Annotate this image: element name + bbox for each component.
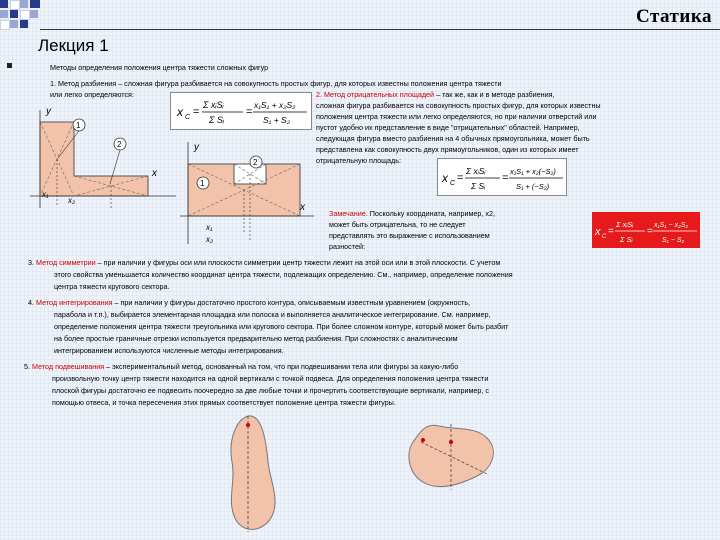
method2-line: отрицательную площадь: [316,156,401,165]
deco-square [0,10,8,18]
deco-square [20,0,28,8]
x1-label: x₁ [206,223,213,232]
method5-line: произвольную точку центр тяжести находится на одной вертикали с точкой подвеса. Для определения положения центра тяжести [52,374,489,383]
method5-prefix: 5. [24,362,32,371]
svg-text:=: = [647,226,653,237]
method4-line: парабола и т.п.), выбирается элементарная площадка или полоска и выполняется аналитическое интегрирование. См. например, [54,310,491,319]
deco-square [30,0,40,8]
deco-square [0,0,8,8]
method4-title: Метод интегрирования [36,298,113,307]
formula-negative-area [437,158,567,196]
method3-prefix: 3. [28,258,36,267]
note-line: может быть отрицательна, то не следует [329,220,466,229]
formula-negative-area-svg [438,159,566,195]
formula-sub: C [185,114,191,121]
deco-square [10,0,20,10]
blob-figure [231,416,275,529]
formula-den: Σ Sᵢ [471,181,486,191]
method4-line [28,298,470,308]
method3-line [28,258,500,268]
x-axis-label: x [300,202,305,213]
method2-rest: – так же, как и в методе разбиения, [434,90,555,99]
x-axis-label: x [152,168,157,179]
method5-line: плоской фигуры достаточно ее подвесить поочередно за две любые точки и прочертить соответствующие вертикали, например, с [52,386,489,395]
x2-label: x₂ [206,235,214,244]
method2-line [316,90,555,100]
method2-line: представлена как совокупность двух прямоугольников, один из которых имеет [316,145,579,154]
formula-difference [592,212,700,248]
formula-num2: x₁S₁ + x₂S₂ [254,100,296,110]
x1-label: x₁ [42,190,49,199]
x2-label: x₂ [68,196,76,205]
method1-line: или легко определяются: [50,90,134,99]
deco-square [30,10,38,18]
formula-lhs: x [177,105,183,119]
method2-title: 2. Метод отрицательных площадей [316,90,435,99]
method4-rest: – при наличии у фигуры достаточно простого контура, описываемым известным уравнением (окружность, [112,298,471,307]
formula-den2: S₁ + S₂ [263,115,290,125]
bullet-marker [7,63,12,68]
formula-num: Σ xᵢSᵢ [203,100,224,110]
region-1-label: 1 [200,179,205,188]
formula-lhs: x [595,226,601,238]
method2-line: сложная фигура разбивается на совокупность простых фигур, для которых известны [316,101,601,110]
method3-rest: – при наличии у фигуры оси или плоскости симметрии центр тяжести лежит на этой оси или в этой плоскости. С учетом [95,258,501,267]
formula-num: Σ xᵢSᵢ [616,220,634,229]
formula-difference-svg [592,212,700,248]
note-line [329,209,495,219]
partition-diagram [28,100,178,212]
deco-square [20,20,28,28]
deco-square [0,20,10,30]
page-title: Статика [636,6,712,27]
method3-line: центра тяжести кругового сектора. [54,282,170,291]
formula-lhs: x [442,171,448,185]
svg-text:=: = [193,106,200,118]
y-axis-label: y [46,106,51,117]
deco-square [10,10,18,18]
formula-sub: C [450,180,456,187]
method1-line: 1. Метод разбиения – сложная фигура разбивается на совокупность простых фигур, для которых известны положения центра тяжести [50,79,502,88]
method4-line: определение положения центра тяжести треугольника или кругового сектора. При более сложном контуре, который может быть разбит [54,322,509,331]
formula-num2: x₁S₁ − x₂S₂ [654,222,689,229]
suspended-shape-2 [395,410,505,500]
method5-line: помощью отвеса, и точка пересечения этих прямых соответствует положение центра тяжести фигуры. [52,398,396,407]
y-axis-label: y [194,142,199,153]
formula-partition-svg [171,93,311,129]
suspension-point [421,438,425,442]
svg-text:=: = [502,172,509,184]
formula-den: Σ Sᵢ [620,235,633,244]
method4-line: интегрированием используются численные методы интегрирования. [54,346,284,355]
method2-line: следующая фигура вместо разбиения на 4 обычных прямоугольника, может быть [316,134,590,143]
suspension-point [246,423,250,427]
method4-prefix: 4. [28,298,36,307]
formula-den: Σ Sᵢ [209,115,225,125]
title-divider [40,29,720,30]
note-label: Замечание. [329,209,368,218]
method3-line: этого свойства уменьшается количество координат центра тяжести, подлежащих определению. См., например, определение положения [54,270,513,279]
lecture-label: Лекция 1 [38,36,109,55]
region-2-label: 2 [117,140,122,149]
formula-den2: S₁ − S₂ [662,237,685,244]
suspended-shape-1 [218,410,288,535]
method5-title: Метод подвешивания [32,362,105,371]
header-bar [0,0,720,28]
formula-num: Σ xᵢSᵢ [466,166,486,176]
svg-text:=: = [246,106,253,118]
deco-square [10,20,18,28]
suspension-point [449,440,453,444]
note-line: разностей: [329,242,365,251]
negative-area-diagram [178,140,318,246]
formula-sub: C [602,234,607,240]
method4-line: на более простые граничные отрезки используется предварительно метод разбиения. При сложностях с аналитическим [54,334,458,343]
formula-num2: x₁S₁ + x₂(−S₂) [510,167,556,176]
method5-rest: – экспериментальный метод, основанный на том, что при подвешивании тела или фигуры за какую-либо [104,362,459,371]
intro-heading: Методы определения положения центра тяжести сложных фигур [50,63,269,72]
svg-text:=: = [608,226,614,237]
note-line: представлять это выражение с использованием [329,231,490,240]
svg-text:=: = [457,172,464,184]
l-shape-figure [40,122,148,196]
method2-line: положения центра тяжести или легко определяются, но при наличии отверстий или [316,112,597,121]
formula-den2: S₁ + (−S₂) [516,182,550,191]
method5-line [24,362,458,372]
method3-title: Метод симметрии [36,258,96,267]
method2-line: пустот удобно их представление в виде "отрицательных" областей. Например, [316,123,580,132]
region-2-label: 2 [253,158,258,167]
deco-square [20,10,30,20]
formula-partition [170,92,312,130]
note-text: Поскольку координата, например, x2, [367,209,495,218]
region-1-label: 1 [76,121,81,130]
